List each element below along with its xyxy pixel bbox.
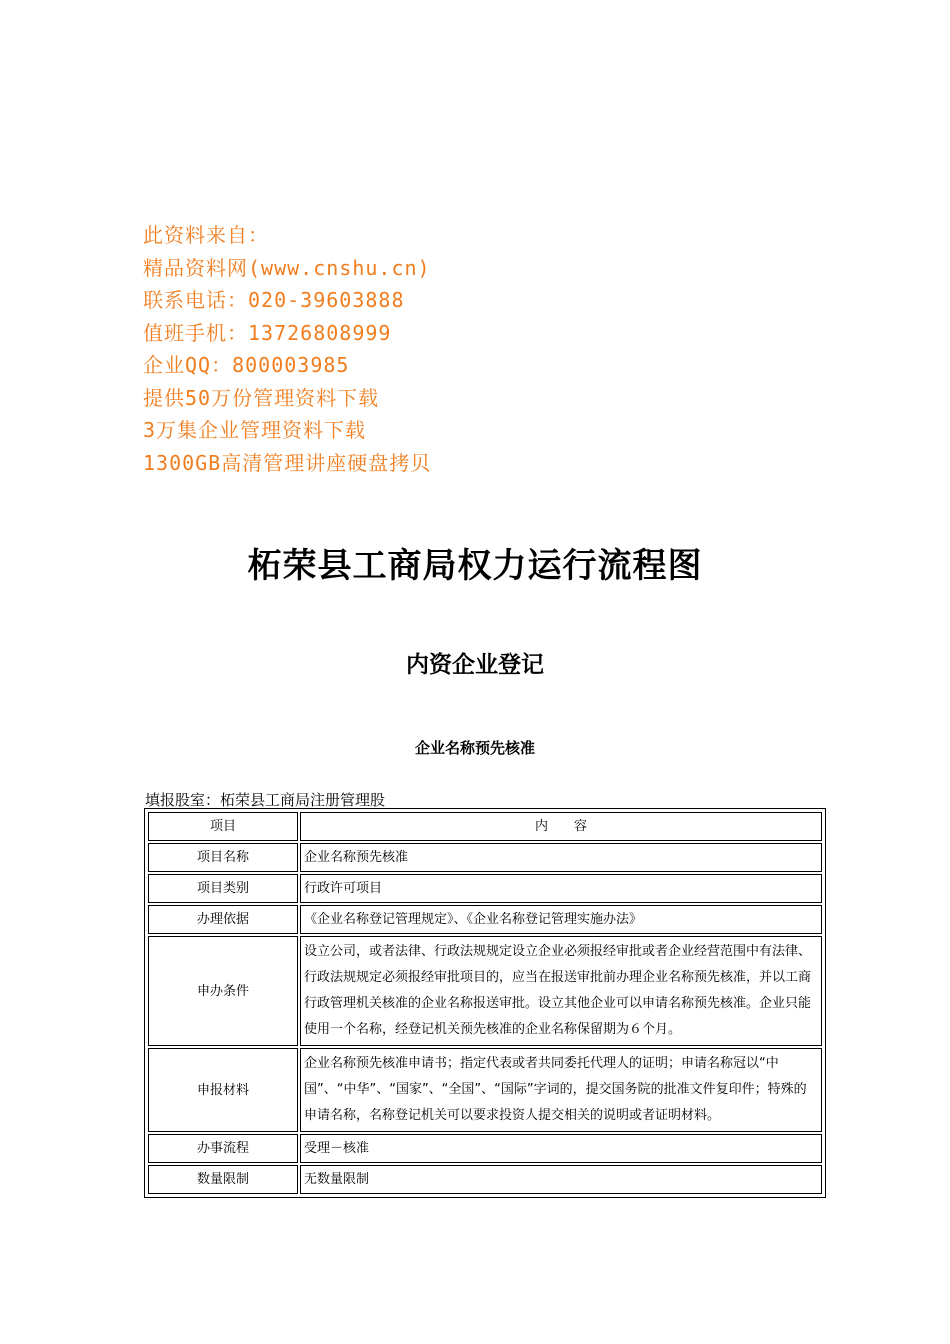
table-row xyxy=(148,1134,822,1163)
notice-line-offer-2: 3万集企业管理资料下载 xyxy=(143,418,367,442)
row-label: 数量限制 xyxy=(148,1165,298,1194)
notice-line-offer-1: 提供50万份管理资料下载 xyxy=(143,385,380,410)
table-row xyxy=(148,1048,822,1132)
source-notice xyxy=(143,219,431,479)
page-subtitle: 内资企业登记 xyxy=(406,652,544,678)
row-value: 受理－核准 xyxy=(300,1134,822,1163)
row-label: 申报材料 xyxy=(148,1048,298,1132)
notice-line-offer-3: 1300GB高清管理讲座硬盘拷贝 xyxy=(143,450,432,475)
row-value: 《企业名称登记管理规定》、《企业名称登记管理实施办法》 xyxy=(300,905,822,934)
notice-line-mobile: 值班手机：13726808999 xyxy=(143,320,392,345)
section-title: 企业名称预先核准 xyxy=(414,739,535,757)
header-content: 内 容 xyxy=(300,812,822,841)
info-table xyxy=(146,810,824,1196)
table-row xyxy=(148,905,822,934)
department-label: 填报股室：柘荣县工商局注册管理股 xyxy=(145,791,386,809)
row-value: 设立公司，或者法律、行政法规规定设立企业必须报经审批或者企业经营范围中有法律、行政法规规定必须报经审批项目的，应当在报送审批前办理企业名称预先核准，并以工商行政管理机关核准的企业名称报送审批。设立其他企业可以申请名称预先核准。企业只能使用一个名称，经登记机关预先核准的企业名称保留期为６个月。 xyxy=(300,936,822,1046)
notice-line-source: 此资料来自： xyxy=(143,223,269,247)
page-title: 柘荣县工商局权力运行流程图 xyxy=(247,546,703,586)
table-row xyxy=(148,874,822,903)
row-label: 项目类别 xyxy=(148,874,298,903)
row-value: 行政许可项目 xyxy=(300,874,822,903)
table-row xyxy=(148,936,822,1046)
header-item: 项目 xyxy=(148,812,298,841)
notice-line-phone: 联系电话：020-39603888 xyxy=(143,288,405,312)
row-label: 办事流程 xyxy=(148,1134,298,1163)
info-table-frame xyxy=(144,808,826,1198)
row-label: 办理依据 xyxy=(148,905,298,934)
table-row xyxy=(148,1165,822,1194)
notice-line-qq: 企业QQ：800003985 xyxy=(143,353,350,377)
row-label: 项目名称 xyxy=(148,843,298,872)
row-value: 企业名称预先核准申请书；指定代表或者共同委托代理人的证明；申请名称冠以“中国”、“中华”、“国家”、“全国”、“国际”字词的，提交国务院的批准文件复印件；特殊的申请名称，名称登记机关可以要求投资人提交相关的说明或者证明材料。 xyxy=(300,1048,822,1132)
row-label: 申办条件 xyxy=(148,936,298,1046)
notice-line-website: 精品资料网(www.cnshu.cn) xyxy=(143,255,431,280)
table-row xyxy=(148,843,822,872)
table-header-row xyxy=(148,812,822,841)
row-value: 企业名称预先核准 xyxy=(300,843,822,872)
row-value: 无数量限制 xyxy=(300,1165,822,1194)
